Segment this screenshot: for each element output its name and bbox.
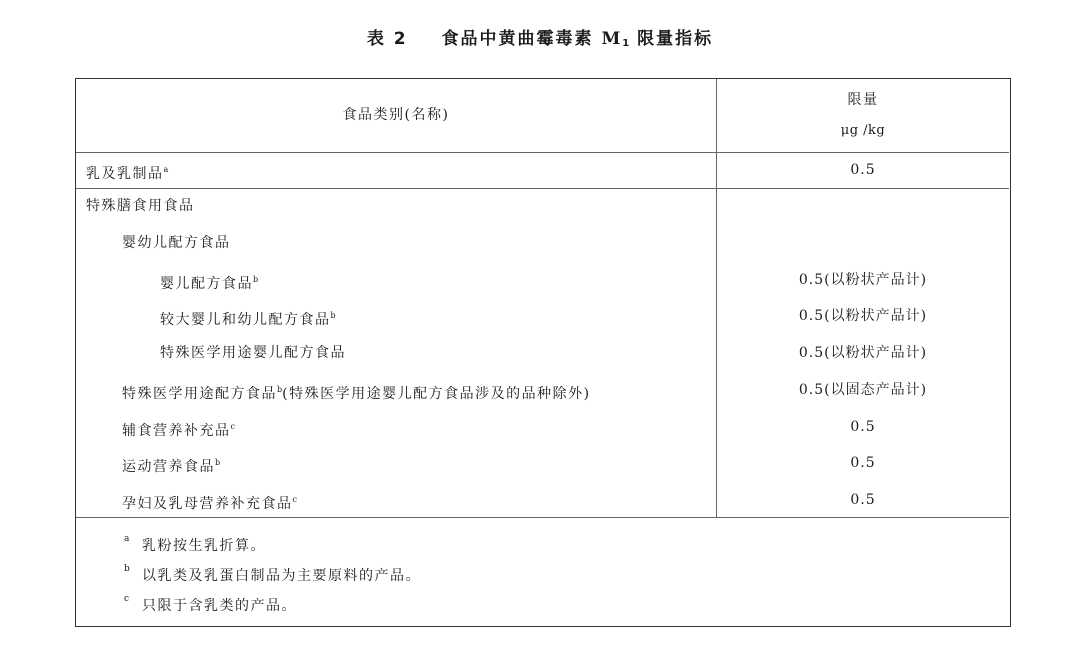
table-row-name: 婴幼儿配方食品 bbox=[122, 235, 231, 251]
table-row-value: 0.5(以粉状产品计) bbox=[798, 308, 928, 324]
column-divider bbox=[716, 79, 717, 517]
table-row-value: 0.5(以粉状产品计) bbox=[798, 345, 928, 361]
header-limit: 限量 bbox=[847, 92, 879, 108]
footnote-text: 乳粉按生乳折算。 bbox=[142, 538, 266, 554]
table-row-name: 较大婴儿和幼儿配方食品$^b$ bbox=[160, 311, 336, 328]
table-row-value: 0.5 bbox=[850, 162, 876, 178]
footnote-mark: a bbox=[124, 534, 130, 544]
table-row-name: 运动营养食品$^b$ bbox=[122, 458, 221, 475]
table-row-name: 婴儿配方食品$^b$ bbox=[160, 275, 259, 292]
title-subscript: 1 bbox=[622, 38, 630, 49]
header-divider bbox=[76, 152, 1009, 153]
row-divider bbox=[76, 188, 1009, 189]
table-row-name: 特殊医学用途配方食品$^b$(特殊医学用途婴儿配方食品涉及的品种除外) bbox=[122, 385, 591, 402]
title-symbol: M bbox=[601, 29, 623, 49]
table-row-name: 孕妇及乳母营养补充食品$^c$ bbox=[122, 495, 297, 512]
table-row-name: 辅食营养补充品$^c$ bbox=[122, 422, 235, 439]
header-unit: μg /kg bbox=[840, 123, 886, 138]
limits-table bbox=[75, 78, 1011, 627]
title-text: 食品中黄曲霉毒素 bbox=[441, 29, 594, 49]
footnote-mark: c bbox=[124, 594, 130, 604]
table-row-value: 0.5 bbox=[850, 419, 876, 435]
footnote-text: 以乳类及乳蛋白制品为主要原料的产品。 bbox=[142, 568, 421, 584]
title-text-after: 限量指标 bbox=[637, 29, 714, 49]
table-row-value: 0.5(以粉状产品计) bbox=[798, 272, 928, 288]
table-row-value: 0.5(以固态产品计) bbox=[798, 382, 928, 398]
table-title bbox=[0, 24, 1080, 49]
header-food-category: 食品类别(名称) bbox=[342, 107, 450, 123]
table-row-value: 0.5 bbox=[850, 455, 876, 471]
table-row-value: 0.5 bbox=[850, 492, 876, 508]
footnote-divider bbox=[76, 517, 1009, 518]
table-row-name: 乳及乳制品$^a$ bbox=[86, 165, 169, 182]
table-number: 表 2 bbox=[366, 29, 408, 49]
table-row-name: 特殊膳食用食品 bbox=[86, 198, 195, 214]
footnote-mark: b bbox=[124, 564, 130, 574]
table-row-name: 特殊医学用途婴儿配方食品 bbox=[160, 345, 346, 361]
footnote-text: 只限于含乳类的产品。 bbox=[142, 598, 297, 614]
